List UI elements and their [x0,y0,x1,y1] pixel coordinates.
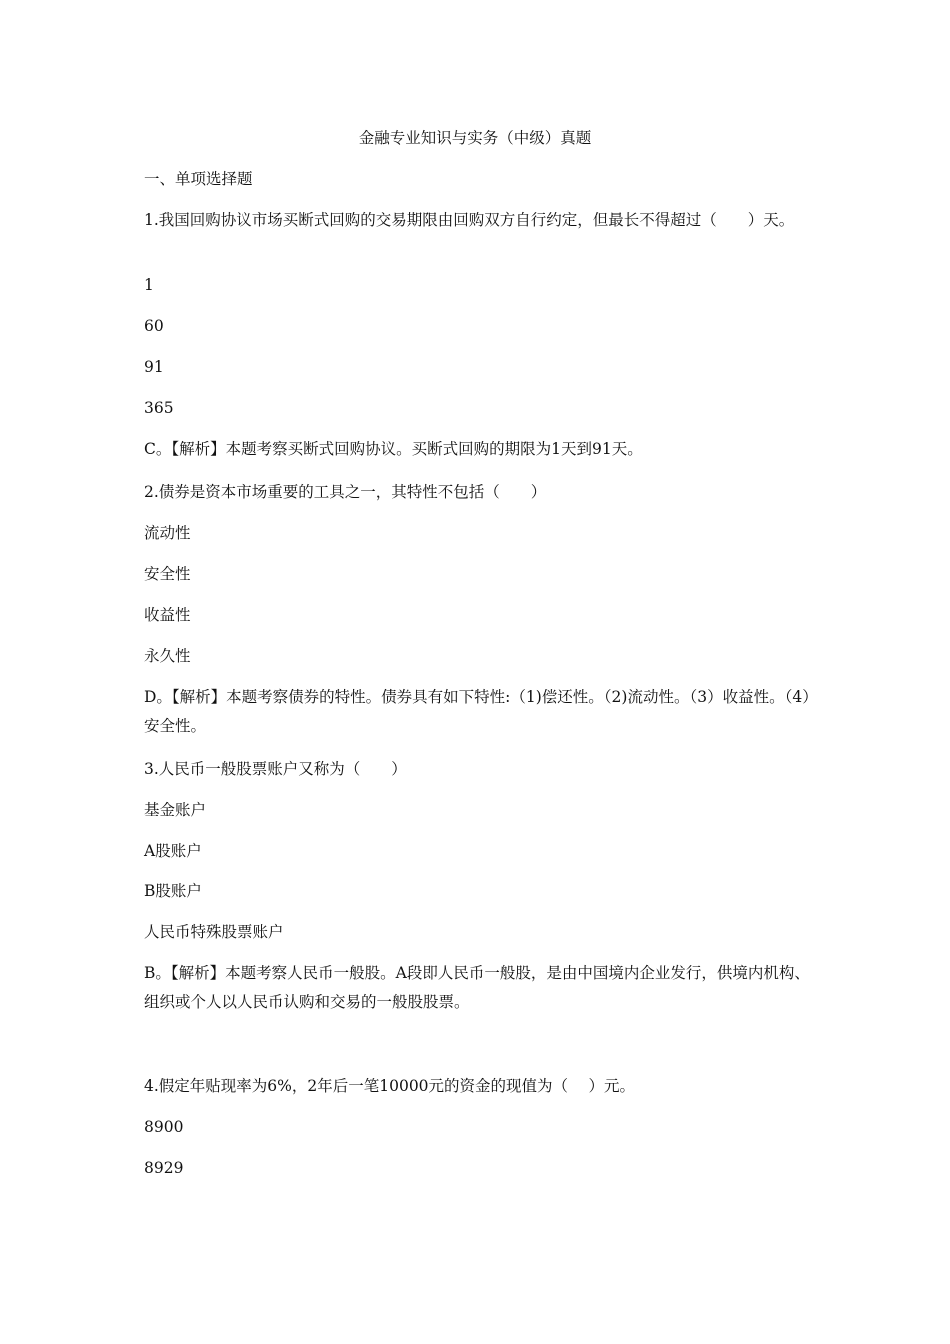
question-3-answer: B。【解析】本题考察人民币一般股。A段即人民币一般股，是由中国境内企业发行，供境内机构、组织或个人以人民币认购和交易的一般股股票。 [144,964,810,1011]
question-3-option-3: B股账户 [144,882,202,900]
question-2-option-4: 永久性 [144,647,191,665]
question-1-answer: C。【解析】本题考察买断式回购协议。买断式回购的期限为1天到91天。 [144,440,643,458]
question-4-stem: 4.假定年贴现率为6%，2年后一笔10000元的资金的现值为（ ）元。 [144,1077,635,1095]
question-1-option-4: 365 [144,399,174,417]
question-3-option-2: A股账户 [144,842,202,860]
question-2-option-2: 安全性 [144,565,191,583]
question-4-option-2: 8929 [144,1159,184,1177]
document-title: 金融专业知识与实务（中级）真题 [358,129,592,147]
question-4-option-1: 8900 [144,1118,184,1136]
question-2-stem: 2.债券是资本市场重要的工具之一，其特性不包括（ ） [144,483,547,501]
question-3-stem: 3.人民币一般股票账户又称为（ ） [144,760,407,778]
question-3-option-1: 基金账户 [144,801,207,819]
question-1-option-2: 60 [144,317,164,335]
question-1-stem: 1.我国回购协议市场买断式回购的交易期限由回购双方自行约定，但最长不得超过（ ）天。 [144,211,795,229]
question-3-option-4: 人民币特殊股票账户 [144,923,284,941]
question-1-option-3: 91 [144,358,164,376]
question-1-option-1: 1 [144,276,154,294]
question-2-answer: D。【解析】本题考察债券的特性。债券具有如下特性:（1)偿还性。（2)流动性。（3）收益性。（4）安全性。 [144,688,810,735]
section-heading: 一、单项选择题 [144,170,253,188]
question-2-option-3: 收益性 [144,606,191,624]
question-2-option-1: 流动性 [144,524,191,542]
